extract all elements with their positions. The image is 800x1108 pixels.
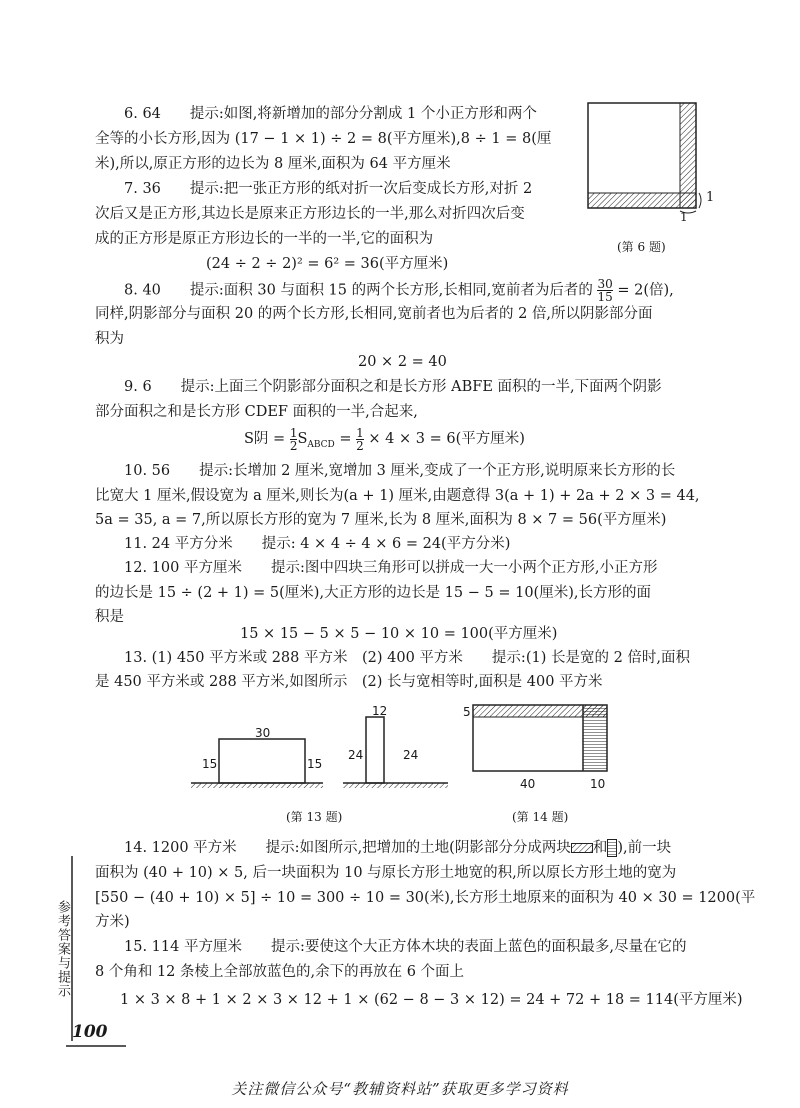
footer-notice: 关注微信公众号“教辅资料站”获取更多学习资料 bbox=[231, 1080, 569, 1098]
p8-line2: 同样,阴影部分与面积 20 的两个长方形,长相同,宽前者也为后者的 2 倍,所以阴影部分面 bbox=[95, 306, 653, 322]
p14-line1a: 14. 1200 平方米 提示:如图所示,把增加的土地(阴影部分分成两块 bbox=[124, 840, 571, 856]
p14-and: 和 bbox=[592, 840, 608, 856]
p9-frac1-den: 2 bbox=[289, 438, 298, 453]
fig6-label-right: 1 bbox=[706, 190, 715, 205]
p12-equation: 15 × 15 − 5 × 5 − 10 × 10 = 100(平方厘米) bbox=[240, 626, 558, 642]
p8-equation: 20 × 2 = 40 bbox=[358, 354, 447, 370]
p7-equation: (24 ÷ 2 ÷ 2)² = 6² = 36(平方厘米) bbox=[206, 256, 449, 272]
figure-6 bbox=[588, 103, 718, 213]
shaded-strip-horizontal-icon bbox=[571, 843, 593, 853]
p8-frac-den: 15 bbox=[597, 290, 613, 304]
fig14-bottom2: 10 bbox=[590, 777, 606, 791]
p9-eq-sub: ABCD bbox=[307, 439, 335, 450]
p8-line1 bbox=[124, 278, 674, 303]
p6-line2: 全等的小长方形,因为 (17 − 1 × 1) ÷ 2 = 8(平方厘米),8 ÷ 1 = 8(厘 bbox=[95, 131, 552, 147]
fig14-caption: (第 14 题) bbox=[512, 810, 569, 824]
p9-eq-b: S bbox=[297, 431, 308, 447]
p6-line3: 米),所以,原正方形的边长为 8 厘米,面积为 64 平方厘米 bbox=[95, 156, 451, 172]
p15-line2: 8 个角和 12 条棱上全部放蓝色的,余下的再放在 6 个面上 bbox=[95, 964, 465, 980]
p8-fraction bbox=[597, 278, 612, 303]
p9-equation bbox=[244, 425, 525, 459]
p9-line2: 部分面积之和是长方形 CDEF 面积的一半,合起来, bbox=[95, 404, 418, 420]
p9-frac2-den: 2 bbox=[356, 438, 364, 453]
fig14-bottom: 40 bbox=[520, 777, 536, 791]
shaded-strip-vertical-icon bbox=[607, 839, 617, 857]
p12-line1: 12. 100 平方厘米 提示:图中四块三角形可以拼成一大一小两个正方形,小正方形 bbox=[124, 560, 658, 576]
fig6-caption: (第 6 题) bbox=[617, 240, 666, 254]
p9-eq-a: S阴 = bbox=[244, 431, 290, 447]
p13-line1: 13. (1) 450 平方米或 288 平方米 (2) 400 平方米 提示:(1) 长是宽的 2 倍时,面积 bbox=[124, 650, 691, 666]
fig13-right2: 24 bbox=[403, 748, 419, 762]
p15-line1: 15. 114 平方厘米 提示:要使这个大正方体木块的表面上蓝色的面积最多,尽量在它的 bbox=[124, 939, 687, 955]
p13-line2: 是 450 平方米或 288 平方米,如图所示 (2) 长与宽相等时,面积是 400 平方米 bbox=[95, 674, 603, 690]
p12-line3: 积是 bbox=[95, 609, 124, 625]
p14-line3: [550 − (40 + 10) × 5] ÷ 10 = 300 ÷ 10 = 30(米),长方形土地原来的面积为 40 × 30 = 1200(平 bbox=[95, 890, 756, 906]
p9-line1: 9. 6 提示:上面三个阴影部分面积之和是长方形 ABFE 面积的一半,下面两个阴影 bbox=[124, 379, 662, 395]
p10-line1: 10. 56 提示:长增加 2 厘米,宽增加 3 厘米,变成了一个正方形,说明原来长方形的长 bbox=[124, 463, 676, 479]
p10-line3: 5a = 35, a = 7,所以原长方形的宽为 7 厘米,长为 8 厘米,面积为 8 × 7 = 56(平方厘米) bbox=[95, 512, 667, 528]
p12-line2: 的边长是 15 ÷ (2 + 1) = 5(厘米),大正方形的边长是 15 − 5 = 10(厘米),长方形的面 bbox=[95, 585, 651, 601]
p6-line1: 6. 64 提示:如图,将新增加的部分分割成 1 个小正方形和两个 bbox=[124, 106, 537, 122]
fig13-right: 15 bbox=[307, 757, 323, 771]
p14-line2: 面积为 (40 + 10) × 5, 后一块面积为 10 与原长方形土地宽的积,所以原长方形土地的宽为 bbox=[95, 865, 677, 881]
p8-line3: 积为 bbox=[95, 331, 124, 347]
fig13-top2: 12 bbox=[372, 704, 388, 718]
p9-frac2 bbox=[356, 427, 364, 452]
p10-line2: 比宽大 1 厘米,假设宽为 a 厘米,则长为(a + 1) 厘米,由题意得 3(a + 1) + 2a + 2 × 3 = 44, bbox=[95, 488, 700, 504]
p7-line2: 次后又是正方形,其边长是原来正方形边长的一半,那么对折四次后变 bbox=[95, 206, 525, 222]
p9-frac2-num: 1 bbox=[356, 425, 364, 440]
p7-line1: 7. 36 提示:把一张正方形的纸对折一次后变成长方形,对折 2 bbox=[124, 181, 533, 197]
fig14-left: 5 bbox=[463, 705, 471, 719]
side-section-label: 参考答案与提示 bbox=[55, 900, 70, 998]
fig13-left: 15 bbox=[202, 757, 218, 771]
page-number: 100 bbox=[72, 1022, 108, 1042]
p8-line1a: 8. 40 提示:面积 30 与面积 15 的两个长方形,长相同,宽前者为后者的 bbox=[124, 282, 593, 299]
p9-eq-c: = bbox=[334, 431, 357, 447]
p8-line1b: = 2(倍), bbox=[617, 282, 674, 299]
p7-line3: 成的正方形是原正方形边长的一半的一半,它的面积为 bbox=[95, 231, 434, 247]
p14-line4: 方米) bbox=[95, 914, 130, 930]
p14-line1b: ),前一块 bbox=[617, 840, 672, 856]
p9-frac1-num: 1 bbox=[289, 425, 298, 440]
p9-eq-d2: × 4 × 3 = 6(平方厘米) bbox=[363, 431, 525, 447]
p11-line1: 11. 24 平方分米 提示: 4 × 4 ÷ 4 × 6 = 24(平方分米) bbox=[124, 536, 511, 552]
fig13-caption: (第 13 题) bbox=[286, 810, 343, 824]
figure-14 bbox=[473, 705, 613, 785]
p14-line1 bbox=[124, 838, 671, 858]
p8-frac-num: 30 bbox=[597, 277, 613, 291]
fig13-left2: 24 bbox=[348, 748, 364, 762]
fig13-top: 30 bbox=[255, 726, 271, 740]
p15-equation: 1 × 3 × 8 + 1 × 2 × 3 × 12 + 1 × (62 − 8 − 3 × 12) = 24 + 72 + 18 = 114(平方厘米) bbox=[120, 992, 743, 1008]
fig6-label-bottom: 1 bbox=[680, 210, 688, 224]
side-rule bbox=[70, 856, 74, 1041]
